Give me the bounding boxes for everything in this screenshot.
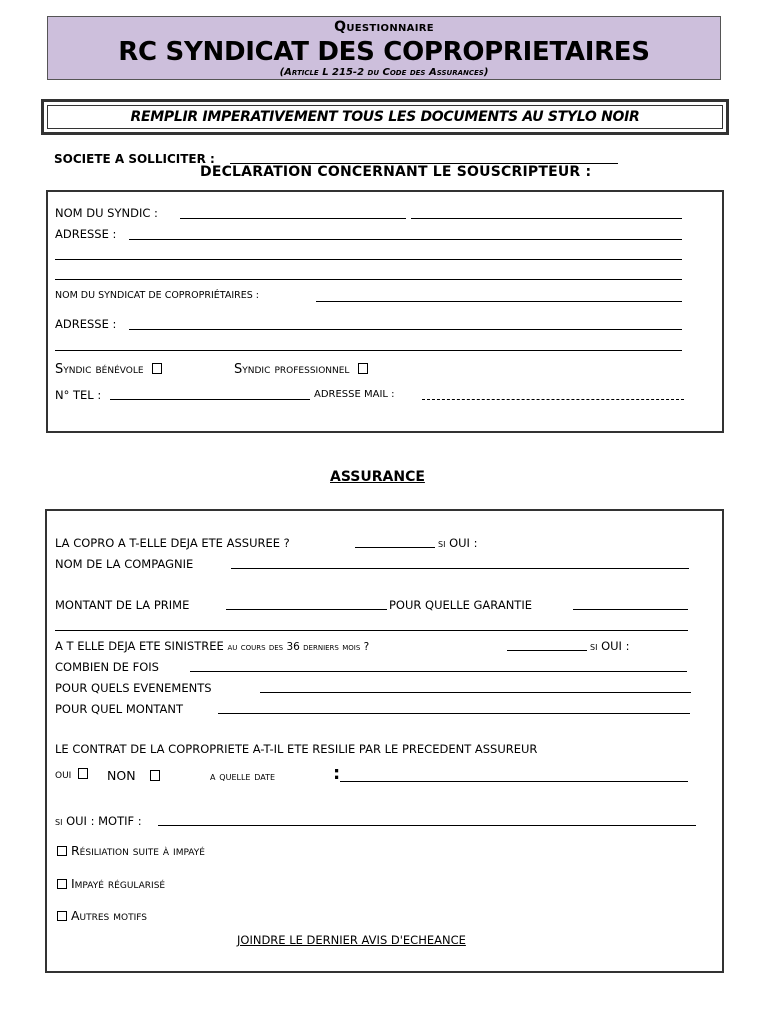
header-subtitle: Questionnaire (334, 19, 434, 35)
option-resiliation (57, 843, 205, 858)
adresse-syndicat-label: ADRESSE : (55, 317, 117, 331)
syndic-benevole-label: Syndic bénévole (55, 362, 144, 377)
option-impaye (57, 876, 165, 891)
combien-label: COMBIEN DE FOIS (55, 660, 159, 674)
motif-label: si OUI : MOTIF : (55, 814, 142, 828)
nom-syndic-label: NOM DU SYNDIC : (55, 206, 158, 220)
prime-field[interactable] (226, 609, 387, 610)
header-article: (Article L 215-2 du Code des Assurances) (279, 67, 489, 78)
nom-syndicat-field[interactable] (316, 301, 682, 302)
montant-label: POUR QUEL MONTANT (55, 702, 184, 716)
adresse-label: ADRESSE : (55, 227, 117, 241)
header-title: RC SYNDICAT DES COPROPRIETAIRES (118, 37, 650, 67)
declaration-title: DECLARATION CONCERNANT LE SOUSCRIPTEUR : (200, 164, 592, 180)
si-oui-label-1: si OUI : (438, 536, 478, 550)
sinistree-label (55, 639, 369, 653)
resilie-label: LE CONTRAT DE LA COPROPRIETE A-T-IL ETE RESILIE PAR LE PRECEDENT ASSUREUR (55, 742, 538, 756)
evenements-field[interactable] (260, 692, 691, 693)
option-autres (57, 908, 147, 923)
notice-text: REMPLIR IMPERATIVEMENT TOUS LES DOCUMENTS AU STYLO NOIR (47, 105, 723, 129)
resiliation-checkbox[interactable] (57, 846, 67, 856)
motif-field[interactable] (158, 825, 696, 826)
non-option (107, 768, 160, 783)
impaye-label: Impayé régularisé (70, 876, 166, 891)
syndic-benevole-option (55, 362, 162, 377)
prime-label: MONTANT DE LA PRIME (55, 598, 190, 612)
joindre-note: JOINDRE LE DERNIER AVIS D'ECHEANCE (237, 933, 466, 947)
mail-field[interactable] (422, 399, 684, 400)
si-oui-label-2: si OUI : (590, 639, 630, 653)
oui-label: oui (55, 767, 72, 782)
quelle-date-field[interactable] (340, 781, 688, 782)
quelle-date-label: a quelle date (210, 769, 276, 783)
non-checkbox[interactable] (150, 770, 160, 781)
sinistree-period-text: au cours des 36 derniers mois ? (227, 641, 370, 653)
societe-label: SOCIETE A SOLLICITER : (54, 152, 215, 166)
nom-syndic-field-1[interactable] (180, 218, 406, 219)
tel-field[interactable] (110, 399, 310, 400)
garantie-line-2[interactable] (55, 630, 688, 631)
syndic-pro-label: Syndic professionnel (234, 362, 350, 377)
impaye-checkbox[interactable] (57, 879, 67, 889)
oui-option (55, 767, 88, 782)
resiliation-label: Résiliation suite à impayé (70, 843, 205, 858)
nom-syndic-field-2[interactable] (411, 218, 682, 219)
assurance-section (45, 509, 724, 973)
adresse-syndicat-field[interactable] (129, 329, 682, 330)
autres-checkbox[interactable] (57, 911, 67, 921)
syndic-pro-option (234, 362, 368, 377)
sinistree-field[interactable] (507, 650, 587, 651)
garantie-label: POUR QUELLE GARANTIE (389, 598, 532, 612)
tel-label: N° TEL : (55, 388, 102, 402)
header-banner (47, 16, 721, 80)
autres-label: Autres motifs (70, 908, 147, 923)
mail-label: ADRESSE MAIL : (314, 389, 395, 400)
deja-assuree-field[interactable] (355, 547, 435, 548)
adresse-syndicat-line-2[interactable] (55, 350, 682, 351)
montant-field[interactable] (218, 713, 690, 714)
adresse-line-3[interactable] (55, 279, 682, 280)
evenements-label: POUR QUELS EVENEMENTS (55, 681, 212, 695)
garantie-field[interactable] (573, 609, 688, 610)
nom-syndicat-label: NOM DU SYNDICAT DE COPROPRIÉTAIRES : (55, 290, 259, 301)
syndic-pro-checkbox[interactable] (358, 363, 368, 374)
assurance-title: ASSURANCE (330, 469, 425, 485)
sinistree-text: A T ELLE DEJA ETE SINISTREE (55, 639, 224, 653)
non-label: NON (107, 768, 136, 783)
compagnie-label: NOM DE LA COMPAGNIE (55, 557, 194, 571)
deja-assuree-label: LA COPRO A T-ELLE DEJA ETE ASSUREE ? (55, 536, 290, 550)
combien-field[interactable] (190, 671, 687, 672)
adresse-field[interactable] (129, 239, 682, 240)
syndic-benevole-checkbox[interactable] (152, 363, 162, 374)
notice-box (41, 99, 729, 135)
compagnie-field[interactable] (231, 568, 689, 569)
quelle-date-colon: : (333, 763, 341, 784)
oui-checkbox[interactable] (78, 768, 88, 779)
adresse-line-2[interactable] (55, 259, 682, 260)
